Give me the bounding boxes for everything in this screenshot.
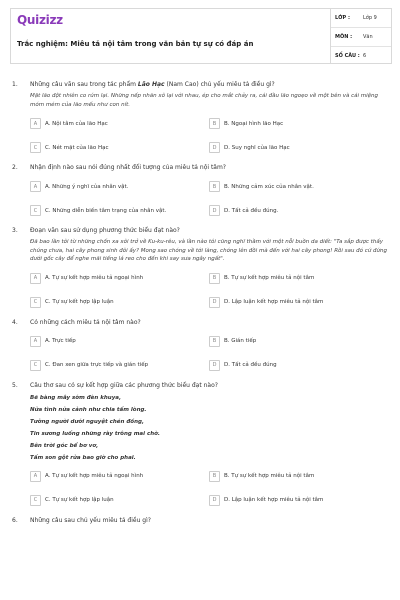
poem-line: Nửa tình nửa cảnh như chia tấm lòng.: [30, 406, 147, 413]
poem-line: Tưởng người dưới nguyệt chén đồng,: [30, 418, 145, 425]
option-text: D. Lập luận kết hợp miêu tả nội tâm: [224, 299, 324, 305]
option-letter-badge: A: [30, 336, 41, 347]
option-c[interactable]: [30, 142, 209, 153]
option-d[interactable]: [209, 360, 388, 371]
question-2: [12, 163, 388, 216]
question-text: Có những cách miêu tả nội tâm nào?: [30, 318, 141, 326]
quiz-meta-table: [330, 9, 391, 63]
option-text: D. Suy nghĩ của lão Hạc: [224, 144, 290, 151]
option-text: C. Tự sự kết hợp lập luận: [45, 497, 114, 503]
option-c[interactable]: [30, 297, 209, 308]
option-letter-badge: D: [209, 495, 220, 506]
option-b[interactable]: [209, 273, 388, 284]
meta-value: 6: [363, 53, 367, 59]
option-text: B. Tự sự kết hợp miêu tả nội tâm: [224, 473, 315, 479]
question-text: Những câu sau chủ yếu miêu tả điều gì?: [30, 516, 151, 524]
answer-options: [30, 273, 388, 308]
option-c[interactable]: [30, 205, 209, 216]
option-letter-badge: B: [209, 273, 220, 284]
option-letter-badge: B: [209, 181, 220, 192]
option-letter-badge: B: [209, 118, 220, 129]
poem-line: Bẽ bàng mây sớm đèn khuya,: [30, 394, 122, 401]
option-text: D. Lập luận kết hợp miêu tả nội tâm: [224, 497, 324, 503]
option-letter-badge: D: [209, 360, 220, 371]
meta-row-grade: [331, 9, 391, 28]
question-list: [12, 80, 388, 535]
question-number: 1.: [12, 81, 18, 88]
question-text: Câu thơ sau có sự kết hợp giữa các phương thức biểu đạt nào?: [30, 381, 218, 389]
question-number: 4.: [12, 318, 18, 326]
option-text: B. Tự sự kết hợp miêu tả nội tâm: [224, 275, 315, 281]
option-a[interactable]: [30, 336, 209, 347]
option-letter-badge: C: [30, 297, 41, 308]
option-text: A. Trực tiếp: [45, 338, 76, 344]
poem-line: Bên trời góc bể bơ vơ,: [30, 442, 99, 449]
option-letter-badge: C: [30, 142, 41, 153]
option-text: A. Tự sự kết hợp miêu tả ngoại hình: [45, 275, 144, 281]
meta-label: SỐ CÂU :: [335, 53, 360, 59]
option-letter-badge: B: [209, 471, 220, 482]
option-text: C. Những diễn biến tâm trạng của nhân vật.: [45, 207, 167, 214]
question-number: 3.: [12, 227, 18, 234]
option-text: B. Những cảm xúc của nhân vật.: [224, 183, 314, 190]
question-text: Những câu văn sau trong tác phẩm Lão Hạc (Nam Cao) chủ yếu miêu tả điều gì?: [30, 81, 275, 88]
question-number: 6.: [12, 516, 18, 524]
option-letter-badge: A: [30, 471, 41, 482]
question-number: 2.: [12, 164, 18, 171]
answer-options: [30, 336, 388, 371]
meta-value: Lớp 9: [363, 15, 377, 21]
option-c[interactable]: [30, 495, 209, 506]
option-text: C. Đan xen giữa trực tiếp và gián tiếp: [45, 362, 149, 368]
option-letter-badge: A: [30, 118, 41, 129]
answer-options: [30, 118, 388, 153]
question-passage: Mặt lão đột nhiên co rúm lại. Những nếp nhăn xô lại với nhau, ép cho mắt chảy ra, cái đầu lão ngoẹo về một bên và cái miệng móm mém của lão mếu như con nít.: [30, 93, 379, 108]
option-d[interactable]: [209, 142, 388, 153]
option-text: C. Tự sự kết hợp lập luận: [45, 299, 114, 305]
option-b[interactable]: [209, 471, 388, 482]
option-d[interactable]: [209, 205, 388, 216]
option-b[interactable]: [209, 118, 388, 129]
quiz-header: [10, 8, 392, 64]
option-text: B. Ngoại hình lão Hạc: [224, 120, 284, 127]
poem-line: Tin sương luống những rày trông mai chờ.: [30, 430, 160, 437]
option-letter-badge: C: [30, 360, 41, 371]
option-b[interactable]: [209, 336, 388, 347]
question-5: [12, 381, 388, 506]
option-text: D. Tất cả đều đúng.: [224, 207, 279, 214]
option-text: A. Tự sự kết hợp miêu tả ngoại hình: [45, 473, 144, 479]
option-letter-badge: D: [209, 205, 220, 216]
option-d[interactable]: [209, 495, 388, 506]
option-letter-badge: B: [209, 336, 220, 347]
meta-value: Văn: [363, 34, 373, 40]
option-text: A. Những ý nghĩ của nhân vật.: [45, 183, 129, 190]
option-letter-badge: A: [30, 181, 41, 192]
option-a[interactable]: [30, 118, 209, 129]
option-letter-badge: C: [30, 495, 41, 506]
option-a[interactable]: [30, 273, 209, 284]
option-c[interactable]: [30, 360, 209, 371]
question-4: [12, 318, 388, 371]
option-a[interactable]: [30, 181, 209, 192]
answer-options: [30, 471, 388, 506]
question-text: Đoạn văn sau sử dụng phương thức biểu đạt nào?: [30, 227, 180, 234]
quizizz-logo: Quizizz: [17, 13, 63, 27]
meta-label: LỚP :: [335, 15, 350, 21]
option-letter-badge: C: [30, 205, 41, 216]
option-text: D. Tất cả đều đúng: [224, 362, 277, 368]
option-letter-badge: A: [30, 273, 41, 284]
option-letter-badge: D: [209, 297, 220, 308]
question-6: [12, 516, 388, 525]
meta-row-count: [331, 47, 391, 65]
quiz-title: Trắc nghiệm: Miêu tả nội tâm trong văn bản tự sự có đáp án: [17, 40, 254, 48]
question-3: [12, 226, 388, 308]
option-text: B. Gián tiếp: [224, 338, 257, 344]
question-1: [12, 80, 388, 153]
question-passage: Đã bao lần tôi từ những chốn xa xôi trở về Ku-ku-rêu, và lần nào tôi cũng nghĩ thầm với một nỗi buồn da diết: "Ta sắp được thấy chúng chưa, hai cây phong sinh đôi ấy? Mong sao chóng về tới làng, chóng lên đồi mà đến với hai cây phong! Rồi sau đó cứ đứng dưới gốc cây để nghe mãi tiếng lá reo cho đến khi say sưa ngây ngất".: [30, 239, 387, 262]
meta-row-subject: [331, 28, 391, 47]
option-text: C. Nét mặt của lão Hạc: [45, 144, 109, 151]
question-number: 5.: [12, 381, 18, 389]
option-letter-badge: D: [209, 142, 220, 153]
answer-options: [30, 181, 388, 216]
option-text: A. Nội tâm của lão Hạc: [45, 120, 108, 127]
option-d[interactable]: [209, 297, 388, 308]
question-text: Nhận định nào sau nói đúng nhất đối tượng của miêu tả nội tâm?: [30, 164, 226, 171]
meta-label: MÔN :: [335, 34, 353, 40]
work-title: Lão Hạc: [137, 81, 165, 88]
option-b[interactable]: [209, 181, 388, 192]
option-a[interactable]: [30, 471, 209, 482]
poem-line: Tấm son gột rửa bao giờ cho phai.: [30, 454, 136, 461]
